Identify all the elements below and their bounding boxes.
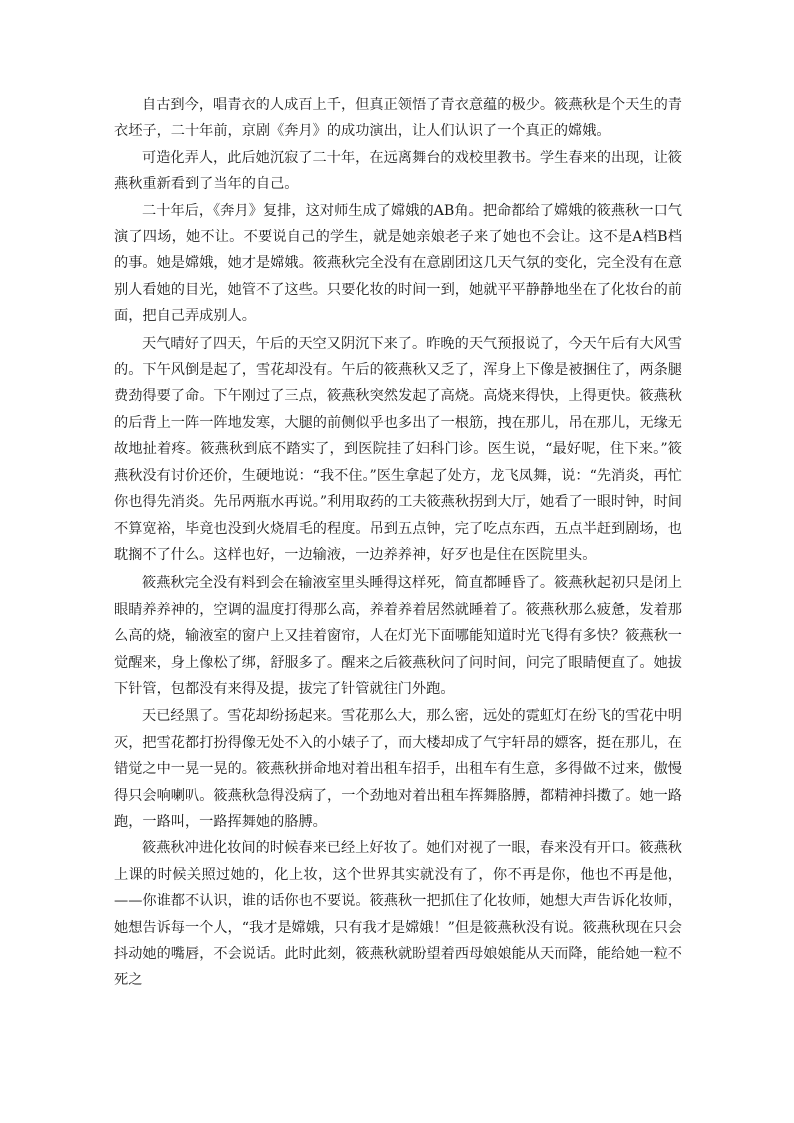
paragraph-2: 可造化弄人，此后她沉寂了二十年，在远离舞台的戏校里教书。学生春来的出现，让筱燕秋重新看到了当年的自己。: [114, 149, 682, 193]
paragraph-7: 筱燕秋冲进化妆间的时候春来已经上好妆了。她们对视了一眼，春来没有开口。筱燕秋上课的时候关照过她的，化上妆，这个世界其实就没有了，你不再是你，他也不再是他，——你谁都不认识，谁的话你也不要说。筱燕秋一把抓住了化妆师，她想大声告诉化妆师，她想告诉每一个人，“我才是嫦娥，只有我才是嫦娥！”但是筱燕秋没有说。筱燕秋现在只会抖动她的嘴唇，不会说话。此时此刻，筱燕秋就盼望着西母娘娘能从天而降，能给她一粒不死之: [114, 840, 682, 989]
paragraph-5: 筱燕秋完全没有料到会在输液室里头睡得这样死，简直都睡昏了。筱燕秋起初只是闭上眼睛养养神的，空调的温度打得那么高，养着养着居然就睡着了。筱燕秋那么疲惫，发着那么高的烧，输液室的窗户上又挂着窗帘，人在灯光下面哪能知道时光飞得有多快？筱燕秋一觉醒来，身上像松了绑，舒服多了。醒来之后筱燕秋问了问时间，问完了眼睛便直了。她拔下针管，包都没有来得及提，拔完了针管就往门外跑。: [114, 575, 682, 697]
paragraph-6: 天已经黑了。雪花却纷扬起来。雪花那么大，那么密，远处的霓虹灯在纷飞的雪花中明灭，把雪花都打扮得像无处不入的小婊子了，而大楼却成了气宇轩昂的嫖客，挺在那儿，在错觉之中一晃一晃的。筱燕秋拼命地对着出租车招手，出租车有生意，多得做不过来，傲慢得只会响喇叭。筱燕秋急得没病了，一个劲地对着出租车挥舞胳膊，都精神抖擞了。她一路跑，一路叫，一路挥舞她的胳膊。: [114, 708, 682, 830]
paragraph-4: 天气晴好了四天，午后的天空又阴沉下来了。昨晚的天气预报说了，今天午后有大风雪的。下午风倒是起了，雪花却没有。午后的筱燕秋又乏了，浑身上下像是被捆住了，两条腿费劲得要了命。下午刚过了三点，筱燕秋突然发起了高烧。高烧来得快，上得更快。筱燕秋的后背上一阵一阵地发寒，大腿的前侧似乎也多出了一根筋，拽在那儿，吊在那儿，无缘无故地扯着疼。筱燕秋到底不踏实了，到医院挂了妇科门诊。医生说，“最好呢，住下来。”筱燕秋没有讨价还价，生硬地说：“我不住。”医生拿起了处方，龙飞凤舞，说：“先消炎，再忙你也得先消炎。先吊两瓶水再说。”利用取药的工夫筱燕秋拐到大厅，她看了一眼时钟，时间不算宽裕，毕竟也没到火烧眉毛的程度。吊到五点钟，完了吃点东西，五点半赶到剧场，也耽搁不了什么。这样也好，一边输液，一边养养神，好歹也是住在医院里头。: [114, 335, 682, 563]
paragraph-3: 二十年后，《奔月》复排，这对师生成了嫦娥的AB角。把命都给了嫦娥的筱燕秋一口气演了四场，她不让。不要说自己的学生，就是她亲娘老子来了她也不会让。这不是A档B档的事。她是嫦娥，她才是嫦娥。筱燕秋完全没有在意剧团这几天气氛的变化，完全没有在意别人看她的目光，她管不了这些。只要化妆的时间一到，她就平平静静地坐在了化妆台的前面，把自己弄成别人。: [114, 202, 682, 325]
article-body: [114, 92, 682, 994]
paragraph-1: 自古到今，唱青衣的人成百上千，但真正领悟了青衣意蕴的极少。筱燕秋是个天生的青衣坯子，二十年前，京剧《奔月》的成功演出，让人们认识了一个真正的嫦娥。: [114, 97, 682, 140]
